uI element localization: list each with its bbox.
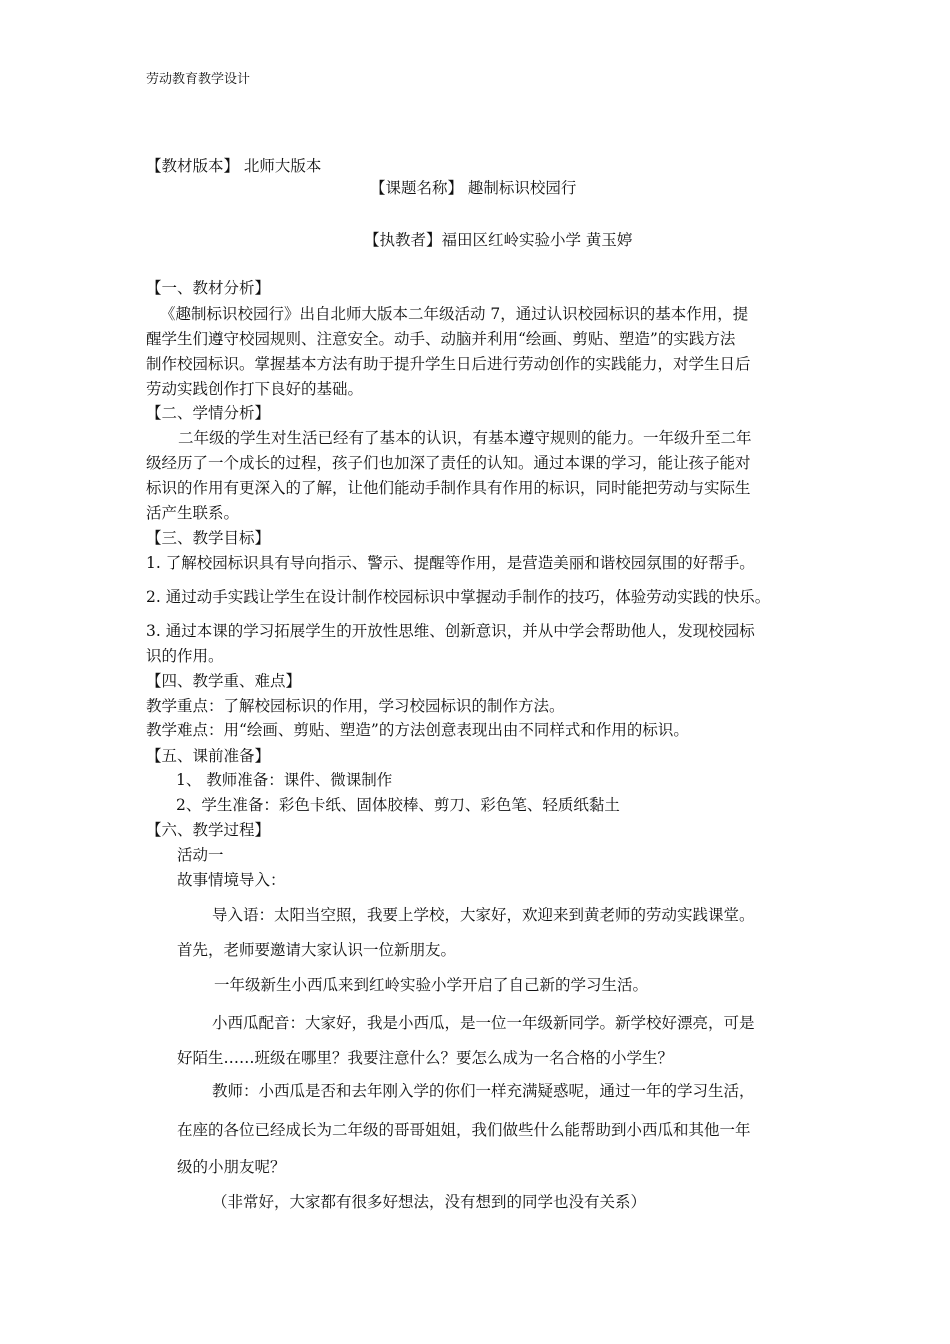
section-1-line: 劳动实践创作打下良好的基础。 <box>146 380 364 398</box>
section-3-line: 1. 了解校园标识具有导向指示、警示、提醒等作用，是营造美丽和谐校园氛围的好帮手。 <box>146 554 755 572</box>
section-1-line: 醒学生们遵守校园规则、注意安全。动手、动脑并利用“绘画、剪贴、塑造”的实践方法 <box>146 330 736 348</box>
section-3-line: 2. 通过动手实践让学生在设计制作校园标识中掌握动手制作的技巧，体验劳动实践的快乐。 <box>146 588 771 606</box>
section-5-line: 1、 教师准备：课件、微课制作 <box>176 771 393 789</box>
section-2-title: 【二、学情分析】 <box>146 404 271 422</box>
section-6-line: 故事情境导入： <box>177 871 286 889</box>
section-6-title: 【六、教学过程】 <box>146 821 271 839</box>
section-1-line: 《趣制标识校园行》出自北师大版本二年级活动 7，通过认识校园标识的基本作用，提 <box>160 305 749 323</box>
section-2-line: 标识的作用有更深入的了解，让他们能动手制作具有作用的标识，同时能把劳动与实际生 <box>146 479 751 497</box>
page-header: 劳动教育教学设计 <box>146 72 251 87</box>
section-6-line: 教师：小西瓜是否和去年刚入学的你们一样充满疑惑呢，通过一年的学习生活， <box>212 1082 755 1100</box>
section-1-line: 制作校园标识。掌握基本方法有助于提升学生日后进行劳动创作的实践能力，对学生日后 <box>146 355 751 373</box>
section-6-line: 级的小朋友呢？ <box>177 1158 286 1176</box>
section-6-line: 首先，老师要邀请大家认识一位新朋友。 <box>177 941 457 959</box>
course-title: 【课题名称】 趣制标识校园行 <box>370 179 577 197</box>
section-3-line: 3. 通过本课的学习拓展学生的开放性思维、创新意识，并从中学会帮助他人，发现校园标 <box>146 622 755 640</box>
section-2-line: 二年级的学生对生活已经有了基本的认识，有基本遵守规则的能力。一年级升至二年 <box>178 429 752 447</box>
section-3-title: 【三、教学目标】 <box>146 529 271 547</box>
textbook-version: 【教材版本】 北师大版本 <box>146 157 322 175</box>
section-2-line: 级经历了一个成长的过程，孩子们也加深了责任的认知。通过本课的学习，能让孩子能对 <box>146 454 751 472</box>
section-6-line: （非常好，大家都有很多好想法，没有想到的同学也没有关系） <box>212 1193 647 1211</box>
section-6-line: 在座的各位已经成长为二年级的哥哥姐姐，我们做些什么能帮助到小西瓜和其他一年 <box>177 1121 751 1139</box>
section-3-line: 识的作用。 <box>146 647 224 665</box>
section-4-title: 【四、教学重、难点】 <box>146 672 302 690</box>
section-6-line: 活动一 <box>177 846 224 864</box>
section-6-line: 一年级新生小西瓜来到红岭实验小学开启了自己新的学习生活。 <box>214 976 649 994</box>
teacher-info: 【执教者】福田区红岭实验小学 黄玉婷 <box>364 231 633 249</box>
section-2-line: 活产生联系。 <box>146 504 240 522</box>
section-4-line: 教学重点：了解校园标识的作用，学习校园标识的制作方法。 <box>146 697 565 715</box>
section-5-line: 2、学生准备：彩色卡纸、固体胶棒、剪刀、彩色笔、轻质纸黏土 <box>176 796 620 814</box>
section-5-title: 【五、课前准备】 <box>146 747 271 765</box>
section-4-line: 教学难点：用“绘画、剪贴、塑造”的方法创意表现出由不同样式和作用的标识。 <box>146 721 689 739</box>
section-1-title: 【一、教材分析】 <box>146 279 271 297</box>
section-6-line: 导入语：太阳当空照，我要上学校，大家好，欢迎来到黄老师的劳动实践课堂。 <box>212 906 755 924</box>
section-6-line: 小西瓜配音：大家好，我是小西瓜，是一位一年级新同学。新学校好漂亮，可是 <box>212 1014 755 1032</box>
section-6-line: 好陌生……班级在哪里？我要注意什么？要怎么成为一名合格的小学生？ <box>177 1049 674 1067</box>
